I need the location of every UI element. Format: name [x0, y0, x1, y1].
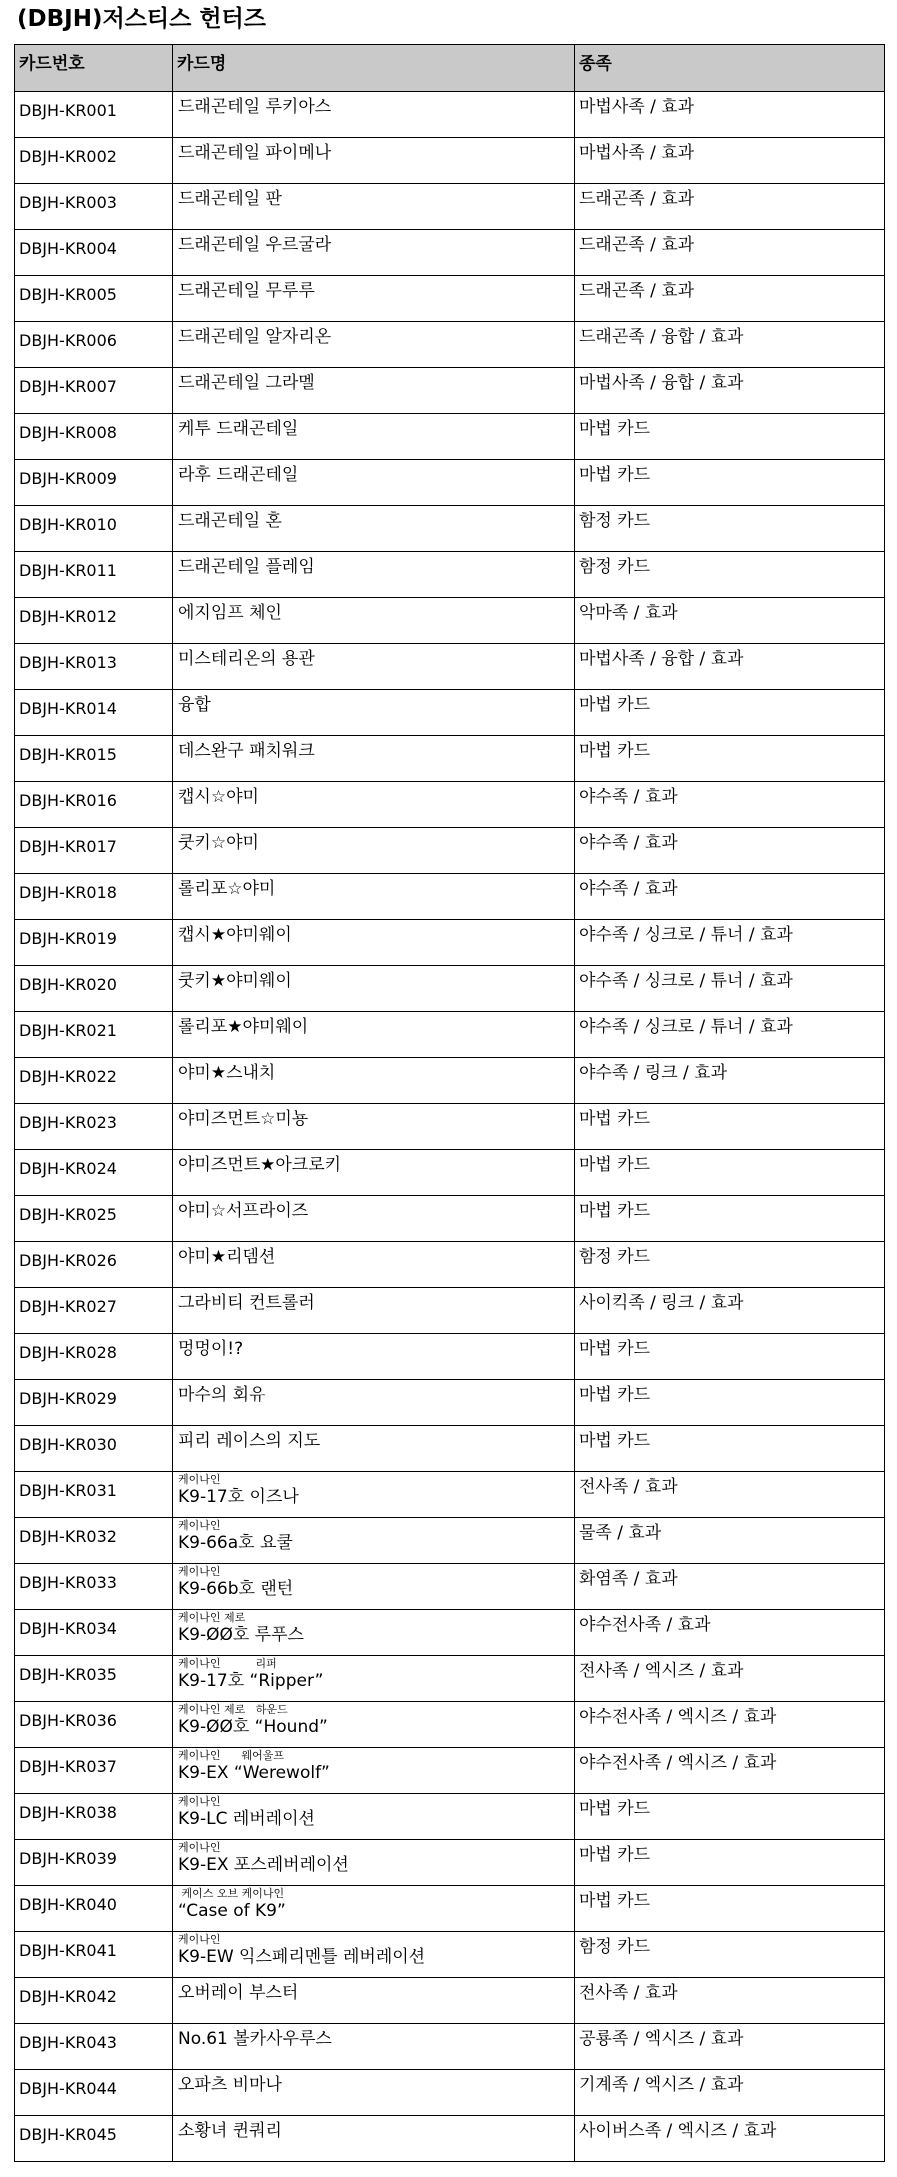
- card-name-cell: 야미☆서프라이즈: [173, 1196, 575, 1242]
- card-type-cell: 마법 카드: [575, 1104, 885, 1150]
- table-row: [15, 368, 885, 414]
- card-type-cell: 마법 카드: [575, 460, 885, 506]
- table-row: [15, 1288, 885, 1334]
- card-name-text: K9-ØØ호 “Hound”: [178, 1717, 328, 1737]
- card-type-cell: 야수족 / 효과: [575, 782, 885, 828]
- table-row: [15, 1932, 885, 1978]
- table-row: [15, 1518, 885, 1564]
- card-name-text: K9-66b호 랜턴: [178, 1579, 294, 1599]
- card-name-text: K9-EX “Werewolf”: [178, 1763, 330, 1783]
- card-name-text: K9-EW 익스페리멘틀 레버레이션: [178, 1947, 426, 1967]
- card-name-cell: 마수의 회유: [173, 1380, 575, 1426]
- table-row: [15, 1472, 885, 1518]
- card-name-cell: [173, 1886, 575, 1932]
- card-name-cell: 드래곤테일 파이메나: [173, 138, 575, 184]
- card-name-ruby: 케이나인: [178, 1473, 221, 1486]
- card-name-ruby: 케이나인 웨어울프: [178, 1749, 284, 1762]
- table-row: [15, 1702, 885, 1748]
- card-number-cell: DBJH-KR005: [15, 276, 173, 322]
- card-number-cell: DBJH-KR042: [15, 1978, 173, 2024]
- card-name-cell: 드래곤테일 무루루: [173, 276, 575, 322]
- card-number-cell: DBJH-KR025: [15, 1196, 173, 1242]
- card-number-cell: DBJH-KR027: [15, 1288, 173, 1334]
- table-row: [15, 414, 885, 460]
- card-number-cell: DBJH-KR020: [15, 966, 173, 1012]
- card-name-cell: [173, 1748, 575, 1794]
- card-name-cell: 드래곤테일 루키아스: [173, 92, 575, 138]
- card-number-cell: DBJH-KR030: [15, 1426, 173, 1472]
- card-name-cell: 융합: [173, 690, 575, 736]
- card-name-cell: 캡시☆야미: [173, 782, 575, 828]
- table-row: [15, 874, 885, 920]
- table-row: [15, 1748, 885, 1794]
- card-number-cell: DBJH-KR041: [15, 1932, 173, 1978]
- card-name-cell: 오버레이 부스터: [173, 1978, 575, 2024]
- card-name-cell: [173, 1656, 575, 1702]
- card-number-cell: DBJH-KR023: [15, 1104, 173, 1150]
- card-number-cell: DBJH-KR013: [15, 644, 173, 690]
- card-name-ruby: 케이나인: [178, 1841, 221, 1854]
- card-name-text: K9-LC 레버레이션: [178, 1809, 315, 1829]
- card-type-cell: 마법사족 / 효과: [575, 92, 885, 138]
- card-name-ruby: 케이나인: [178, 1933, 221, 1946]
- card-type-cell: 공룡족 / 엑시즈 / 효과: [575, 2024, 885, 2070]
- card-number-cell: DBJH-KR010: [15, 506, 173, 552]
- card-name-cell: 드래곤테일 혼: [173, 506, 575, 552]
- card-number-cell: DBJH-KR009: [15, 460, 173, 506]
- card-name-cell: [173, 1472, 575, 1518]
- card-type-cell: 함정 카드: [575, 1932, 885, 1978]
- card-type-cell: 야수족 / 싱크로 / 튜너 / 효과: [575, 966, 885, 1012]
- card-number-cell: DBJH-KR045: [15, 2116, 173, 2162]
- table-row: [15, 322, 885, 368]
- card-number-cell: DBJH-KR001: [15, 92, 173, 138]
- card-type-cell: 마법 카드: [575, 1150, 885, 1196]
- table-row: [15, 1564, 885, 1610]
- table-header: [15, 45, 885, 92]
- table-row: [15, 184, 885, 230]
- card-number-cell: DBJH-KR002: [15, 138, 173, 184]
- card-name-ruby: 케이스 오브 케이나인: [178, 1887, 285, 1900]
- table-row: [15, 644, 885, 690]
- table-row: [15, 1978, 885, 2024]
- table-row: [15, 1656, 885, 1702]
- card-number-cell: DBJH-KR022: [15, 1058, 173, 1104]
- card-name-cell: 드래곤테일 알자리온: [173, 322, 575, 368]
- card-type-cell: 야수전사족 / 효과: [575, 1610, 885, 1656]
- card-type-cell: 기계족 / 엑시즈 / 효과: [575, 2070, 885, 2116]
- card-number-cell: DBJH-KR014: [15, 690, 173, 736]
- card-number-cell: DBJH-KR039: [15, 1840, 173, 1886]
- table-row: [15, 828, 885, 874]
- card-type-cell: 악마족 / 효과: [575, 598, 885, 644]
- card-type-cell: 마법 카드: [575, 1426, 885, 1472]
- table-row: [15, 2024, 885, 2070]
- card-name-cell: [173, 1794, 575, 1840]
- card-type-cell: 야수족 / 효과: [575, 874, 885, 920]
- card-number-cell: DBJH-KR032: [15, 1518, 173, 1564]
- card-type-cell: 화염족 / 효과: [575, 1564, 885, 1610]
- card-name-text: K9-17호 이즈나: [178, 1487, 299, 1507]
- card-name-cell: [173, 1840, 575, 1886]
- card-name-cell: 그라비티 컨트롤러: [173, 1288, 575, 1334]
- card-type-cell: 사이버스족 / 엑시즈 / 효과: [575, 2116, 885, 2162]
- card-number-cell: DBJH-KR040: [15, 1886, 173, 1932]
- card-type-cell: 전사족 / 효과: [575, 1472, 885, 1518]
- table-row: [15, 690, 885, 736]
- card-number-cell: DBJH-KR028: [15, 1334, 173, 1380]
- table-row: [15, 920, 885, 966]
- card-type-cell: 드래곤족 / 융합 / 효과: [575, 322, 885, 368]
- card-name-cell: 야미즈먼트☆미뇽: [173, 1104, 575, 1150]
- table-row: [15, 1334, 885, 1380]
- table-body: [15, 92, 885, 2162]
- card-name-cell: 쿳키☆야미: [173, 828, 575, 874]
- card-name-cell: 소황녀 퀸쿼리: [173, 2116, 575, 2162]
- card-name-cell: 드래곤테일 우르굴라: [173, 230, 575, 276]
- card-number-cell: DBJH-KR011: [15, 552, 173, 598]
- card-number-cell: DBJH-KR021: [15, 1012, 173, 1058]
- card-name-cell: 멍멍이!?: [173, 1334, 575, 1380]
- table-row: [15, 1886, 885, 1932]
- card-number-cell: DBJH-KR004: [15, 230, 173, 276]
- table-row: [15, 1196, 885, 1242]
- card-type-cell: 야수전사족 / 엑시즈 / 효과: [575, 1702, 885, 1748]
- header-card-name: 카드명: [173, 45, 575, 92]
- card-type-cell: 함정 카드: [575, 552, 885, 598]
- card-type-cell: 마법 카드: [575, 1334, 885, 1380]
- card-number-cell: DBJH-KR043: [15, 2024, 173, 2070]
- card-type-cell: 사이킥족 / 링크 / 효과: [575, 1288, 885, 1334]
- card-type-cell: 야수족 / 싱크로 / 튜너 / 효과: [575, 920, 885, 966]
- card-name-ruby: 케이나인: [178, 1795, 221, 1808]
- card-type-cell: 마법사족 / 융합 / 효과: [575, 644, 885, 690]
- card-type-cell: 마법 카드: [575, 1380, 885, 1426]
- card-number-cell: DBJH-KR018: [15, 874, 173, 920]
- table-row: [15, 1242, 885, 1288]
- card-name-cell: 롤리포☆야미: [173, 874, 575, 920]
- card-number-cell: DBJH-KR035: [15, 1656, 173, 1702]
- card-type-cell: 드래곤족 / 효과: [575, 184, 885, 230]
- card-type-cell: 마법 카드: [575, 414, 885, 460]
- table-row: [15, 1012, 885, 1058]
- card-number-cell: DBJH-KR012: [15, 598, 173, 644]
- card-name-cell: [173, 1702, 575, 1748]
- card-type-cell: 드래곤족 / 효과: [575, 276, 885, 322]
- table-row: [15, 782, 885, 828]
- card-type-cell: 마법 카드: [575, 1794, 885, 1840]
- table-row: [15, 598, 885, 644]
- card-type-cell: 마법 카드: [575, 1886, 885, 1932]
- table-row: [15, 552, 885, 598]
- table-row: [15, 736, 885, 782]
- header-card-type: 종족: [575, 45, 885, 92]
- card-number-cell: DBJH-KR003: [15, 184, 173, 230]
- card-name-ruby: 케이나인: [178, 1519, 221, 1532]
- table-row: [15, 966, 885, 1012]
- document-title: (DBJH)저스티스 헌터즈: [17, 6, 266, 32]
- card-name-ruby: 케이나인: [178, 1565, 221, 1578]
- card-name-text: “Case of K9”: [178, 1901, 286, 1921]
- header-row: [15, 45, 885, 92]
- card-type-cell: 마법사족 / 효과: [575, 138, 885, 184]
- header-card-number: 카드번호: [15, 45, 173, 92]
- table-row: [15, 1840, 885, 1886]
- table-row: [15, 1380, 885, 1426]
- card-name-cell: [173, 1564, 575, 1610]
- table-row: [15, 1610, 885, 1656]
- card-number-cell: DBJH-KR017: [15, 828, 173, 874]
- table-row: [15, 2116, 885, 2162]
- card-type-cell: 함정 카드: [575, 1242, 885, 1288]
- card-number-cell: DBJH-KR034: [15, 1610, 173, 1656]
- card-type-cell: 물족 / 효과: [575, 1518, 885, 1564]
- table-row: [15, 138, 885, 184]
- card-name-cell: No.61 볼카사우루스: [173, 2024, 575, 2070]
- table-row: [15, 1794, 885, 1840]
- card-type-cell: 마법 카드: [575, 1840, 885, 1886]
- card-name-text: K9-EX 포스레버레이션: [178, 1855, 349, 1875]
- card-name-cell: 에지임프 체인: [173, 598, 575, 644]
- table-row: [15, 506, 885, 552]
- card-number-cell: DBJH-KR008: [15, 414, 173, 460]
- table-row: [15, 1058, 885, 1104]
- card-name-ruby: 케이나인 제로: [178, 1611, 246, 1624]
- card-name-cell: 드래곤테일 그라멜: [173, 368, 575, 414]
- card-name-ruby: 케이나인 리퍼: [178, 1657, 277, 1670]
- card-name-text: K9-ØØ호 루푸스: [178, 1625, 304, 1645]
- card-name-cell: 데스완구 패치워크: [173, 736, 575, 782]
- card-name-cell: 미스테리온의 용관: [173, 644, 575, 690]
- card-type-cell: 야수족 / 싱크로 / 튜너 / 효과: [575, 1012, 885, 1058]
- card-name-cell: 케투 드래곤테일: [173, 414, 575, 460]
- card-name-cell: 오파츠 비마나: [173, 2070, 575, 2116]
- card-type-cell: 야수족 / 효과: [575, 828, 885, 874]
- card-name-ruby: 케이나인 제로 하운드: [178, 1703, 288, 1716]
- card-name-cell: 야미즈먼트★아크로키: [173, 1150, 575, 1196]
- card-number-cell: DBJH-KR015: [15, 736, 173, 782]
- table-row: [15, 276, 885, 322]
- card-name-text: K9-66a호 요쿨: [178, 1533, 293, 1553]
- card-name-cell: 드래곤테일 플레임: [173, 552, 575, 598]
- card-name-cell: 야미★리뎀션: [173, 1242, 575, 1288]
- card-number-cell: DBJH-KR029: [15, 1380, 173, 1426]
- card-type-cell: 마법 카드: [575, 1196, 885, 1242]
- card-number-cell: DBJH-KR006: [15, 322, 173, 368]
- card-number-cell: DBJH-KR019: [15, 920, 173, 966]
- card-name-cell: [173, 1610, 575, 1656]
- card-type-cell: 야수전사족 / 엑시즈 / 효과: [575, 1748, 885, 1794]
- card-number-cell: DBJH-KR037: [15, 1748, 173, 1794]
- card-type-cell: 마법 카드: [575, 690, 885, 736]
- card-name-cell: [173, 1518, 575, 1564]
- card-type-cell: 드래곤족 / 효과: [575, 230, 885, 276]
- table-row: [15, 2070, 885, 2116]
- card-type-cell: 마법 카드: [575, 736, 885, 782]
- card-type-cell: 전사족 / 엑시즈 / 효과: [575, 1656, 885, 1702]
- card-name-cell: 피리 레이스의 지도: [173, 1426, 575, 1472]
- card-name-cell: 캡시★야미웨이: [173, 920, 575, 966]
- card-name-cell: 드래곤테일 판: [173, 184, 575, 230]
- card-number-cell: DBJH-KR007: [15, 368, 173, 414]
- card-type-cell: 야수족 / 링크 / 효과: [575, 1058, 885, 1104]
- card-name-text: K9-17호 “Ripper”: [178, 1671, 324, 1691]
- table-row: [15, 1150, 885, 1196]
- table-row: [15, 1104, 885, 1150]
- card-name-cell: [173, 1932, 575, 1978]
- card-number-cell: DBJH-KR044: [15, 2070, 173, 2116]
- card-name-cell: 롤리포★야미웨이: [173, 1012, 575, 1058]
- card-number-cell: DBJH-KR036: [15, 1702, 173, 1748]
- card-list-table: [14, 44, 885, 2162]
- card-number-cell: DBJH-KR016: [15, 782, 173, 828]
- card-number-cell: DBJH-KR033: [15, 1564, 173, 1610]
- card-number-cell: DBJH-KR038: [15, 1794, 173, 1840]
- table-row: [15, 1426, 885, 1472]
- table-row: [15, 460, 885, 506]
- card-type-cell: 함정 카드: [575, 506, 885, 552]
- card-number-cell: DBJH-KR026: [15, 1242, 173, 1288]
- card-name-cell: 쿳키★야미웨이: [173, 966, 575, 1012]
- card-name-cell: 라후 드래곤테일: [173, 460, 575, 506]
- card-name-cell: 야미★스내치: [173, 1058, 575, 1104]
- table-row: [15, 92, 885, 138]
- card-type-cell: 마법사족 / 융합 / 효과: [575, 368, 885, 414]
- card-number-cell: DBJH-KR024: [15, 1150, 173, 1196]
- table-row: [15, 230, 885, 276]
- card-type-cell: 전사족 / 효과: [575, 1978, 885, 2024]
- card-number-cell: DBJH-KR031: [15, 1472, 173, 1518]
